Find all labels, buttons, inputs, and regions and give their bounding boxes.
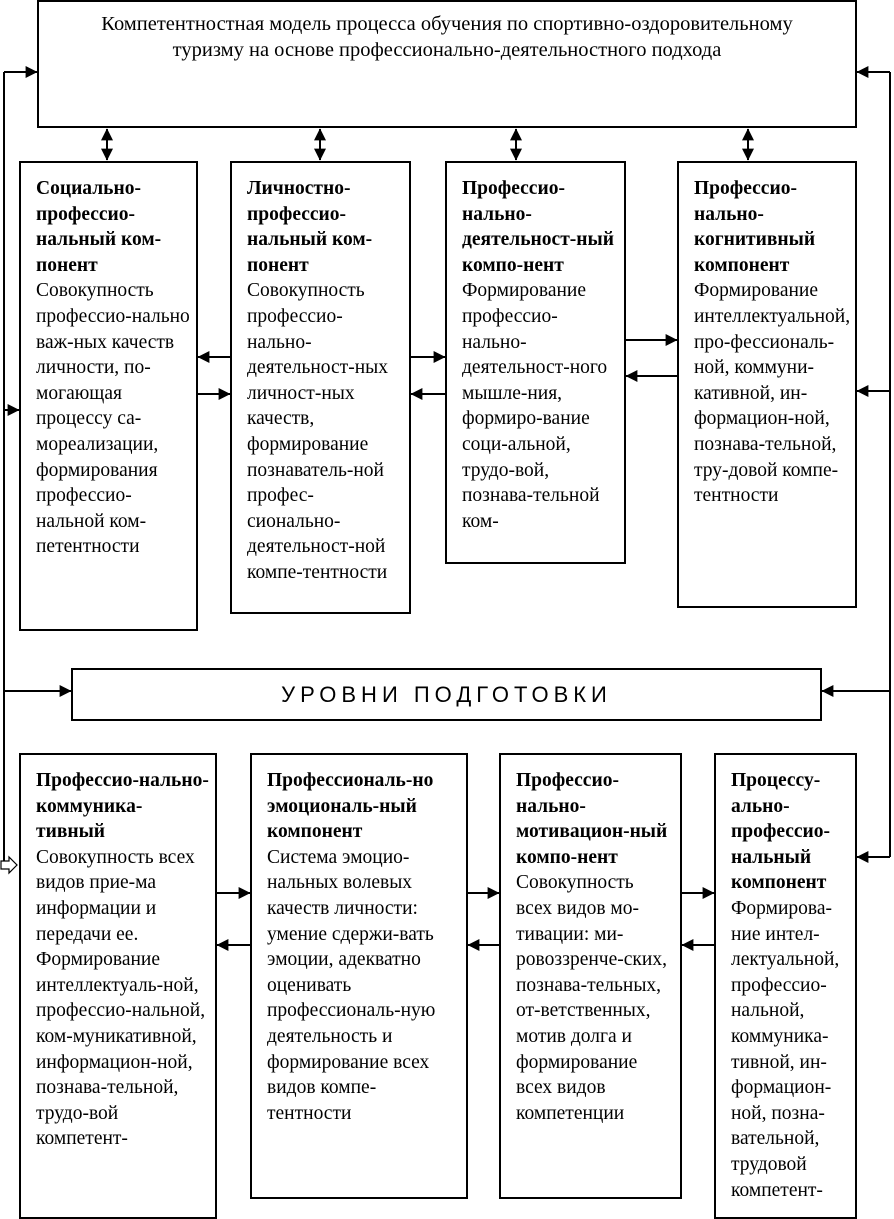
component-title: Профессиональ-но эмоциональ-ный компонент (267, 770, 434, 843)
component-description: Формирование интеллектуальной, про-фессиональ-ной, коммуни-кативной, ин-формацион-ной, познава-тельной, тру-довой компе-тентности (694, 280, 851, 507)
component-description: Совокупность профессио-нально важ-ных качеств личности, по-могающая процессу са-мореализации, формирования профессио-нальной ком-петентности (36, 280, 190, 558)
component-title: Профессио-нально-когнитивный компонент (694, 178, 816, 276)
component-title: Профессио-нально-коммуника-тивный (36, 770, 209, 843)
component-title: Личностно-профессио-нальный ком-понент (247, 178, 373, 276)
levels-label: УРОВНИ ПОДГОТОВКИ (281, 682, 612, 707)
component-title: Профессио-нально-мотивацион-ный компо-нент (516, 770, 668, 868)
model-title: Компетентностная модель процесса обучения по спортивно-оздоровительному туризму на основе профессионально-деятельностного подхода (101, 13, 793, 61)
component-description: Совокупность всех видов прие-ма информации и передачи ее. Формирование интеллектуаль-ной, профессио-нальной, ком-муникативной, информацион-ной, познава-тельной, трудо-вой компетент- (36, 846, 206, 1150)
component-description: Формирование профессио-нально-деятельност-ного мышле-ния, формиро-вание соци-альной, трудо-вой, познава-тельной ком- (462, 280, 608, 532)
component-description: Формирова-ние интел-лектуальной, профессио-нальной, коммуника-тивной, ин-формацион-ной, позна-вательной, трудовой компетент- (731, 897, 840, 1201)
component-description: Система эмоцио-нальных волевых качеств личности: умение сдержи-вать эмоции, адекватно оценивать профессиональ-ную деятельность и формирование всех видов компе-тентности (267, 846, 436, 1124)
component-description: Совокупность всех видов мо-тивации: ми-ровоззренче-ских, познава-тельных, от-ветственных, мотив долга и формирование всех видов компетенции (516, 872, 667, 1124)
component-title: Профессио-нально-деятельност-ный компо-нент (462, 178, 614, 276)
component-title: Социально-профессио-нальный ком-понент (36, 178, 162, 276)
component-description: Совокупность профессио-нально-деятельност-ных личност-ных качеств, формирование познаватель-ной профес-сионально-деятельност-ной компе-тентности (247, 280, 388, 583)
component-title: Процессу-ально-профессио-нальный компонент (731, 770, 831, 894)
